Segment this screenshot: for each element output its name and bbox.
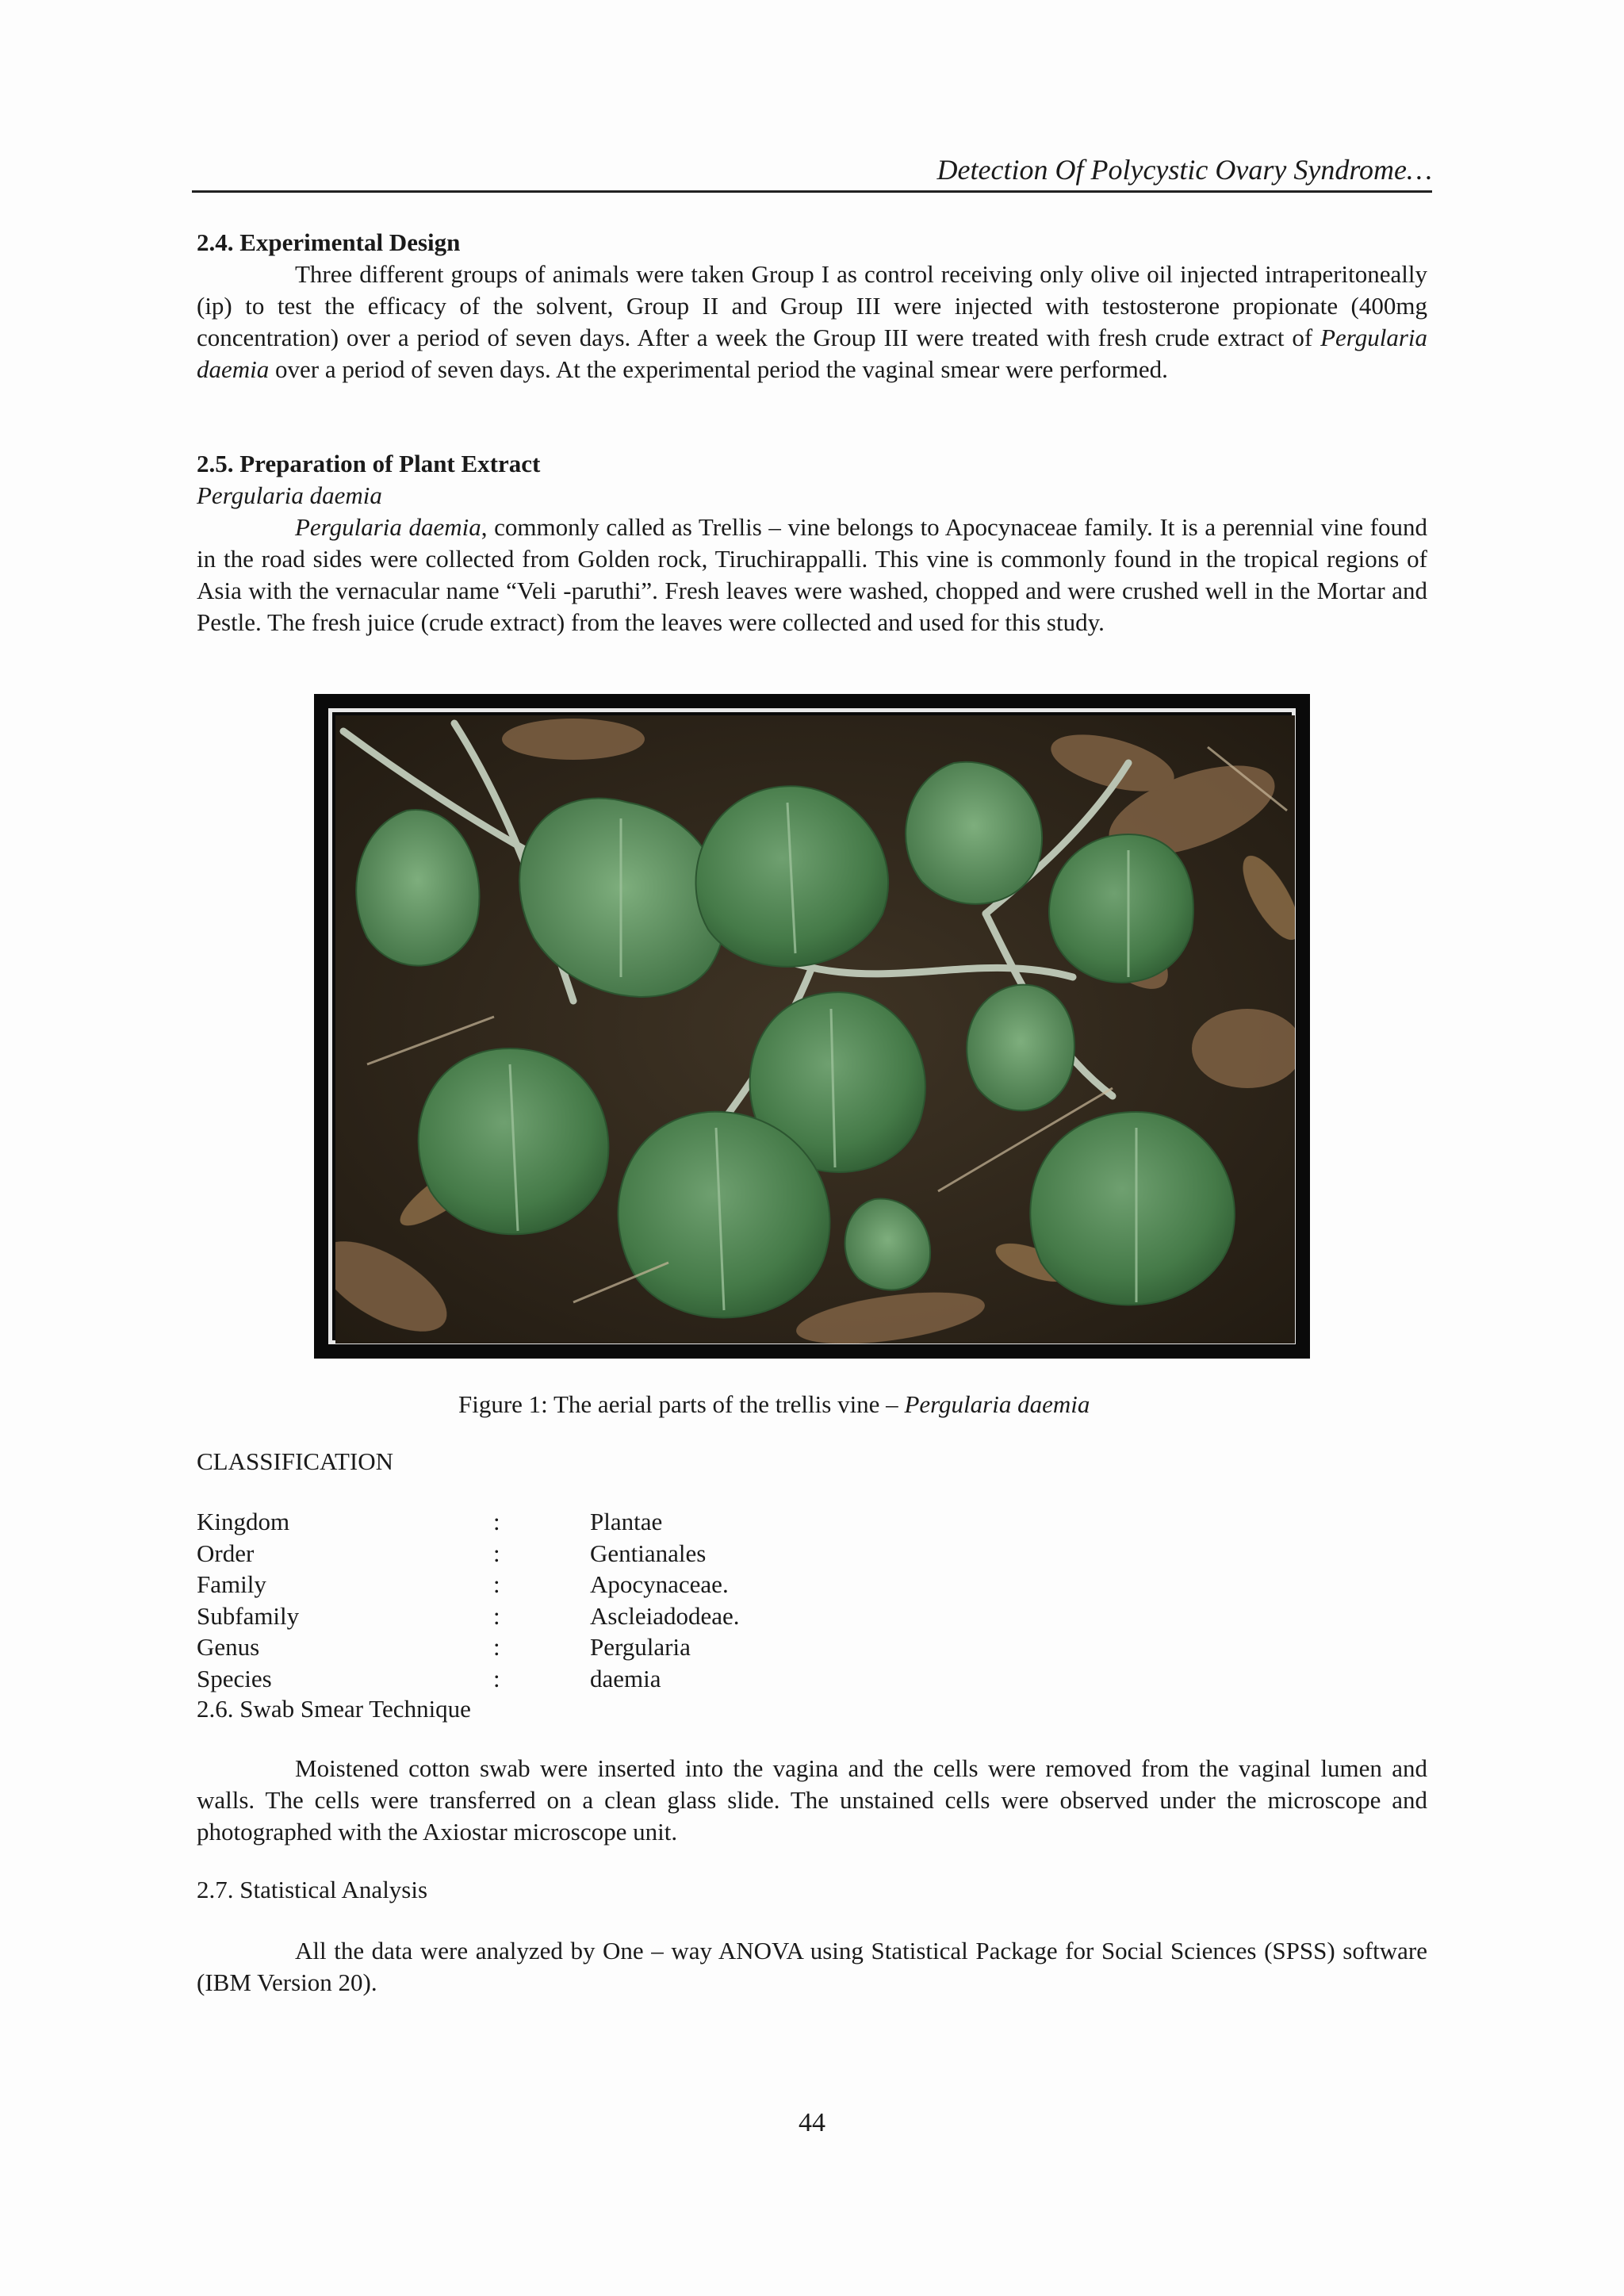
classification-value: Plantae xyxy=(590,1508,663,1535)
classification-value: Pergularia xyxy=(590,1633,691,1661)
classification-separator: : xyxy=(493,1664,500,1692)
classification-row xyxy=(197,1569,739,1600)
running-header: Detection Of Polycystic Ovary Syndrome… xyxy=(936,154,1432,186)
classification-row xyxy=(197,1538,739,1570)
section-heading-2-5: 2.5. Preparation of Plant Extract xyxy=(197,450,541,477)
section-body-2-5-text: , commonly called as Trellis – vine belongs to Apocynaceae family. It is a perennial vine found in the road sides were collected from Golden rock, Tiruchirappalli. This vine is commonly found in the tropical regions of Asia with the vernacular name “Veli -paruthi”. Fresh leaves were washed, chopped and were crushed well in the Mortar and Pestle. The fresh juice (crude extract) from the leaves were collected and used for this study. xyxy=(197,513,1427,636)
classification-value: Apocynaceae. xyxy=(590,1570,729,1598)
section-body-2-6: Moistened cotton swab were inserted into the vagina and the cells were removed from the vaginal lumen and walls. The cells were transferred on a clean glass slide. The unstained cells were observed under the microscope and photographed with the Axiostar microscope unit. xyxy=(197,1754,1427,1846)
plant-name-italic: Pergularia daemia xyxy=(295,513,481,541)
classification-key: Subfamily xyxy=(197,1601,300,1630)
section-heading-2-4: 2.4. Experimental Design xyxy=(197,228,461,256)
section-2-4 xyxy=(197,227,1427,385)
section-body-2-7: All the data were analyzed by One – way ANOVA using Statistical Package for Social Sciences (SPSS) software (IBM Version 20). xyxy=(197,1937,1427,1996)
classification-table xyxy=(197,1506,739,1694)
section-2-6 xyxy=(197,1753,1427,1848)
vine-leaves-photo xyxy=(335,715,1295,1343)
figure-1-caption xyxy=(458,1389,1090,1420)
classification-row xyxy=(197,1600,739,1632)
classification-key: Genus xyxy=(197,1633,260,1661)
section-body-2-4-text: Three different groups of animals were taken Group I as control receiving only olive oil injected intraperitoneally (ip) to test the efficacy of the solvent, Group II and Group III were injected with testosterone propionate (400mg concentration) over a period of seven days. After a week the Group III were treated with fresh crude extract of Pergularia daemia over a period of seven days. At the experimental period the vaginal smear were performed. xyxy=(197,260,1427,383)
classification-key: Species xyxy=(197,1664,272,1692)
section-2-5 xyxy=(197,448,1427,638)
classification-row xyxy=(197,1631,739,1663)
classification-row xyxy=(197,1506,739,1538)
classification-value: Ascleiadodeae. xyxy=(590,1601,740,1630)
classification-key: Family xyxy=(197,1570,266,1598)
classification-key: Kingdom xyxy=(197,1508,290,1535)
plant-subheading: Pergularia daemia xyxy=(197,481,382,509)
classification-separator: : xyxy=(493,1633,500,1661)
section-2-7 xyxy=(197,1935,1427,1999)
figure-caption-text: Figure 1: The aerial parts of the trellis vine – xyxy=(458,1390,905,1418)
classification-value: Gentianales xyxy=(590,1539,707,1567)
classification-row xyxy=(197,1663,739,1695)
classification-value: daemia xyxy=(590,1664,661,1692)
figure-1-frame xyxy=(314,694,1310,1359)
classification-separator: : xyxy=(493,1539,500,1567)
classification-title: CLASSIFICATION xyxy=(197,1447,394,1475)
section-body-2-4 xyxy=(197,259,1427,385)
classification-separator: : xyxy=(493,1570,500,1598)
figure-1-image-border xyxy=(328,708,1296,1344)
classification-separator: : xyxy=(493,1601,500,1630)
plant-name-italic: Pergularia daemia xyxy=(197,324,1427,383)
section-body-2-5 xyxy=(197,512,1427,638)
page-number: 44 xyxy=(799,2108,825,2137)
figure-caption-italic: Pergularia daemia xyxy=(904,1390,1090,1418)
header-divider xyxy=(192,190,1432,193)
section-heading-2-6: 2.6. Swab Smear Technique xyxy=(197,1695,471,1723)
section-heading-2-7: 2.7. Statistical Analysis xyxy=(197,1876,428,1903)
classification-separator: : xyxy=(493,1508,500,1535)
classification-key: Order xyxy=(197,1539,255,1567)
